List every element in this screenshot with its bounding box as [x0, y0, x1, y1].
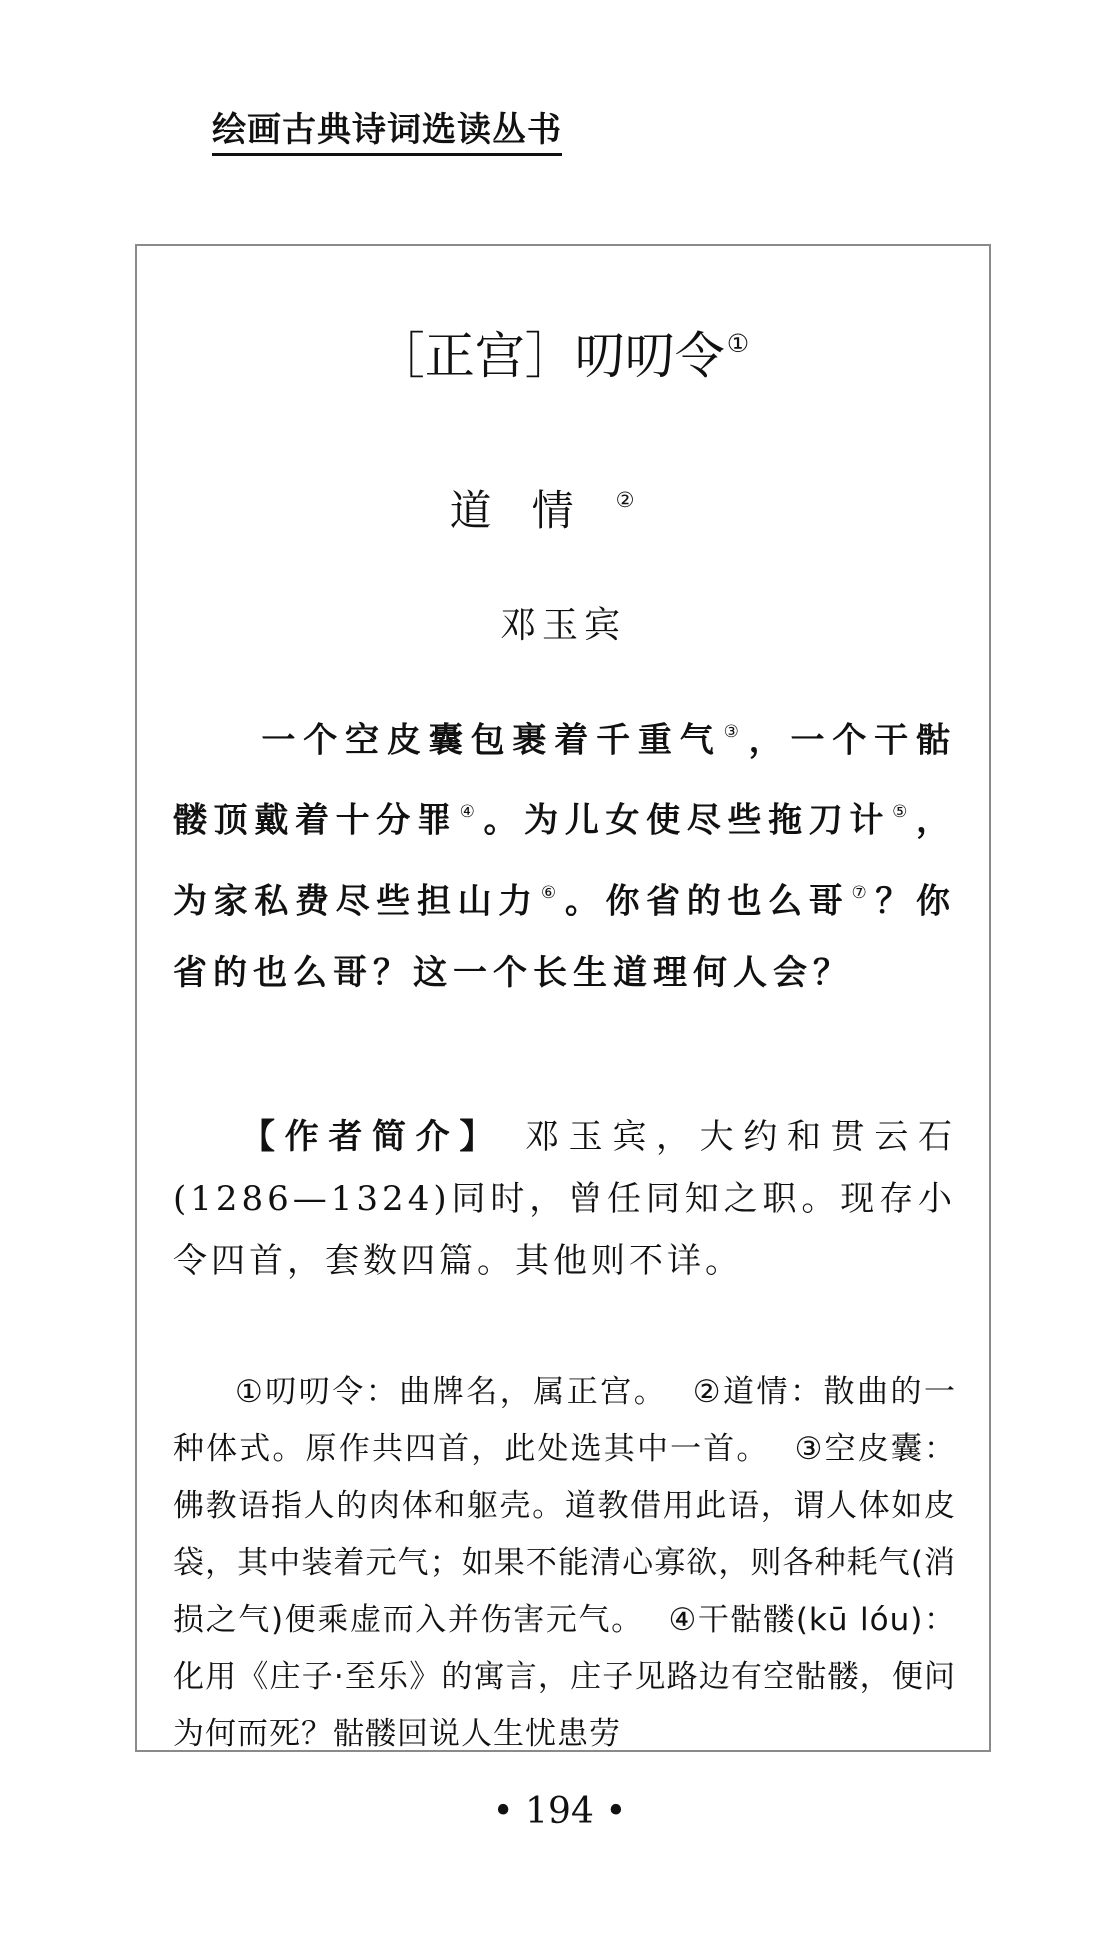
- footnote-marker: ④: [459, 802, 482, 823]
- poem-author: 邓玉宾: [499, 605, 626, 646]
- author-intro-text: 邓玉宾，大约和贯云石(1286—1324)同时，曾任同知之职。现存小令四首，套数四篇。其他则不详。: [173, 1117, 956, 1281]
- footnote-marker: ⑥: [540, 882, 563, 903]
- footnote-marker: ②: [615, 488, 675, 513]
- footnote-marker: ①: [726, 328, 750, 358]
- poem-body: [173, 696, 956, 1009]
- poem-line: 。为儿女使尽些拖刀计: [483, 800, 891, 841]
- content-frame: [135, 244, 991, 1752]
- poem-title-text: ［正宫］叨叨令: [374, 327, 725, 385]
- footnote-marker: ③: [723, 722, 747, 742]
- poem-subtitle: [137, 486, 989, 536]
- poem-subtitle-text: 道情: [449, 486, 614, 535]
- footnote: ④干骷髅(kū lóu)：化用《庄子·至乐》的寓言，庄子见路边有空骷髅，便问为何而死？骷髅回说人生忧患劳: [173, 1602, 957, 1752]
- series-title: 绘画古典诗词选读丛书: [212, 112, 562, 156]
- footnote-marker: ⑤: [892, 802, 914, 823]
- author-intro: [173, 1106, 956, 1292]
- poem-line: 。你省的也么哥: [564, 881, 850, 922]
- footnote: ②道情：散曲的一种体式。原作共四首，此处选其中一首。: [173, 1374, 956, 1467]
- poem-line: ，一个干骷髅顶戴着十分罪: [173, 720, 956, 841]
- page-number: • 194 •: [492, 1791, 627, 1832]
- footnotes: [173, 1364, 956, 1752]
- poem-line: ？你省的也么哥？这一个长生道理何人会？: [173, 881, 957, 994]
- poem-line: ，为家私费尽些担山力: [173, 800, 956, 922]
- footnote: ③空皮囊：佛教语指人的肉体和躯壳。道教借用此语，谓人体如皮袋，其中装着元气；如果不能清心寡欲，则各种耗气(消损之气)便乘虚而入并伤害元气。: [173, 1431, 957, 1638]
- author-intro-label: 【作者简介】: [241, 1117, 503, 1157]
- poem-line: 一个空皮囊包裹着千重气: [261, 720, 722, 761]
- footnote: ①叨叨令：曲牌名，属正宫。: [235, 1374, 668, 1410]
- poem-title: [137, 326, 989, 386]
- footnote-marker: ⑦: [851, 882, 874, 903]
